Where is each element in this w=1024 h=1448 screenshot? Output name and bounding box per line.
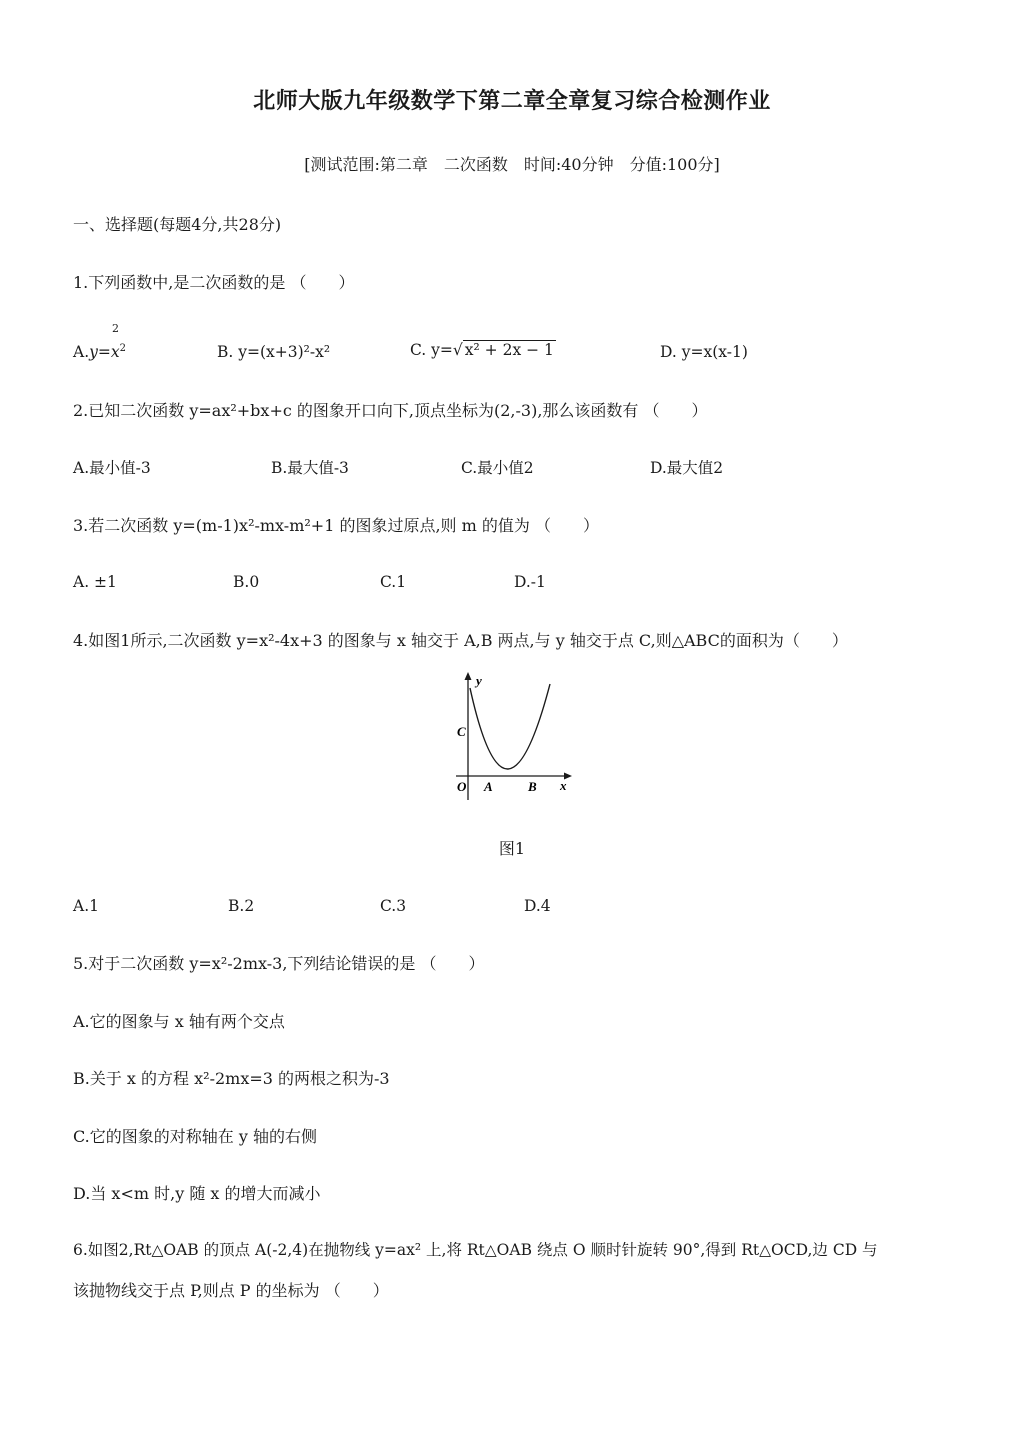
label-a: A [484,779,493,794]
q1-stem: 1.下列函数中,是二次函数的是 （ ） [73,273,355,292]
q2-option-b: B.最大值-3 [271,459,349,477]
q4-option-c: C.3 [380,897,407,915]
q3-option-d: D.-1 [514,573,546,591]
q5-option-b: B.关于 x 的方程 x²-2mx=3 的两根之积为-3 [73,1069,390,1088]
q2-option-a: A.最小值-3 [73,459,151,477]
q4-option-a: A.1 [73,897,99,915]
q1-option-b: B. y=(x+3)²-x² [217,343,331,361]
label-b: B [528,779,537,794]
parabola-curve [470,684,550,769]
q5-option-c: C.它的图象的对称轴在 y 轴的右侧 [73,1127,317,1146]
figure-1-caption: 图1 [498,839,526,858]
q1-option-c: C. y=√ x² + 2x − 1 [410,341,554,359]
q5-option-d: D.当 x<m 时,y 随 x 的增大而减小 [73,1184,321,1203]
q2-option-d: D.最大值2 [650,459,724,477]
q3-option-a: A. ±1 [73,573,117,591]
test-meta: [测试范围:第二章 二次函数 时间:40分钟 分值:100分] [304,155,720,174]
q6-stem-line1: 6.如图2,Rt△OAB 的顶点 A(-2,4)在抛物线 y=ax² 上,将 Rt△OAB 绕点 O 顺时针旋转 90°,得到 Rt△OCD,边 CD 与 [73,1241,878,1259]
q2-stem: 2.已知二次函数 y=ax²+bx+c 的图象开口向下,顶点坐标为(2,-3),那么该函数有 （ ） [73,401,708,420]
q3-stem: 3.若二次函数 y=(m-1)x²-mx-m²+1 的图象过原点,则 m 的值为 （ ） [73,516,599,535]
q2-option-c: C.最小值2 [461,459,534,477]
q5-option-a: A.它的图象与 x 轴有两个交点 [73,1012,285,1031]
q1-option-a: $A.y=x^2$ [73,343,126,362]
label-c: C [457,724,466,739]
y-axis-arrow-icon [465,672,472,680]
q4-stem: 4.如图1所示,二次函数 y=x²-4x+3 的图象与 x 轴交于 A,B 两点,与 y 轴交于点 C,则△ABC的面积为（ ） [73,631,848,650]
figure-1-parabola [448,670,578,810]
sqrt-sign-icon: √ [452,341,463,359]
label-origin: O [457,779,467,794]
q4-option-d: D.4 [524,897,551,915]
q1-option-a-exponent: 2 [112,322,119,335]
q6-stem-line2: 该抛物线交于点 P,则点 P 的坐标为 （ ） [73,1281,389,1300]
q3-option-b: B.0 [233,573,260,591]
q3-option-c: C.1 [380,573,407,591]
label-x: x [560,778,567,793]
label-y: y [476,673,482,688]
page-title: 北师大版九年级数学下第二章全章复习综合检测作业 [253,88,771,114]
q5-stem: 5.对于二次函数 y=x²-2mx-3,下列结论错误的是 （ ） [73,954,485,973]
section-heading: 一、选择题(每题4分,共28分) [73,215,282,234]
q1-option-d: D. y=x(x-1) [660,343,748,361]
q4-option-b: B.2 [228,897,255,915]
